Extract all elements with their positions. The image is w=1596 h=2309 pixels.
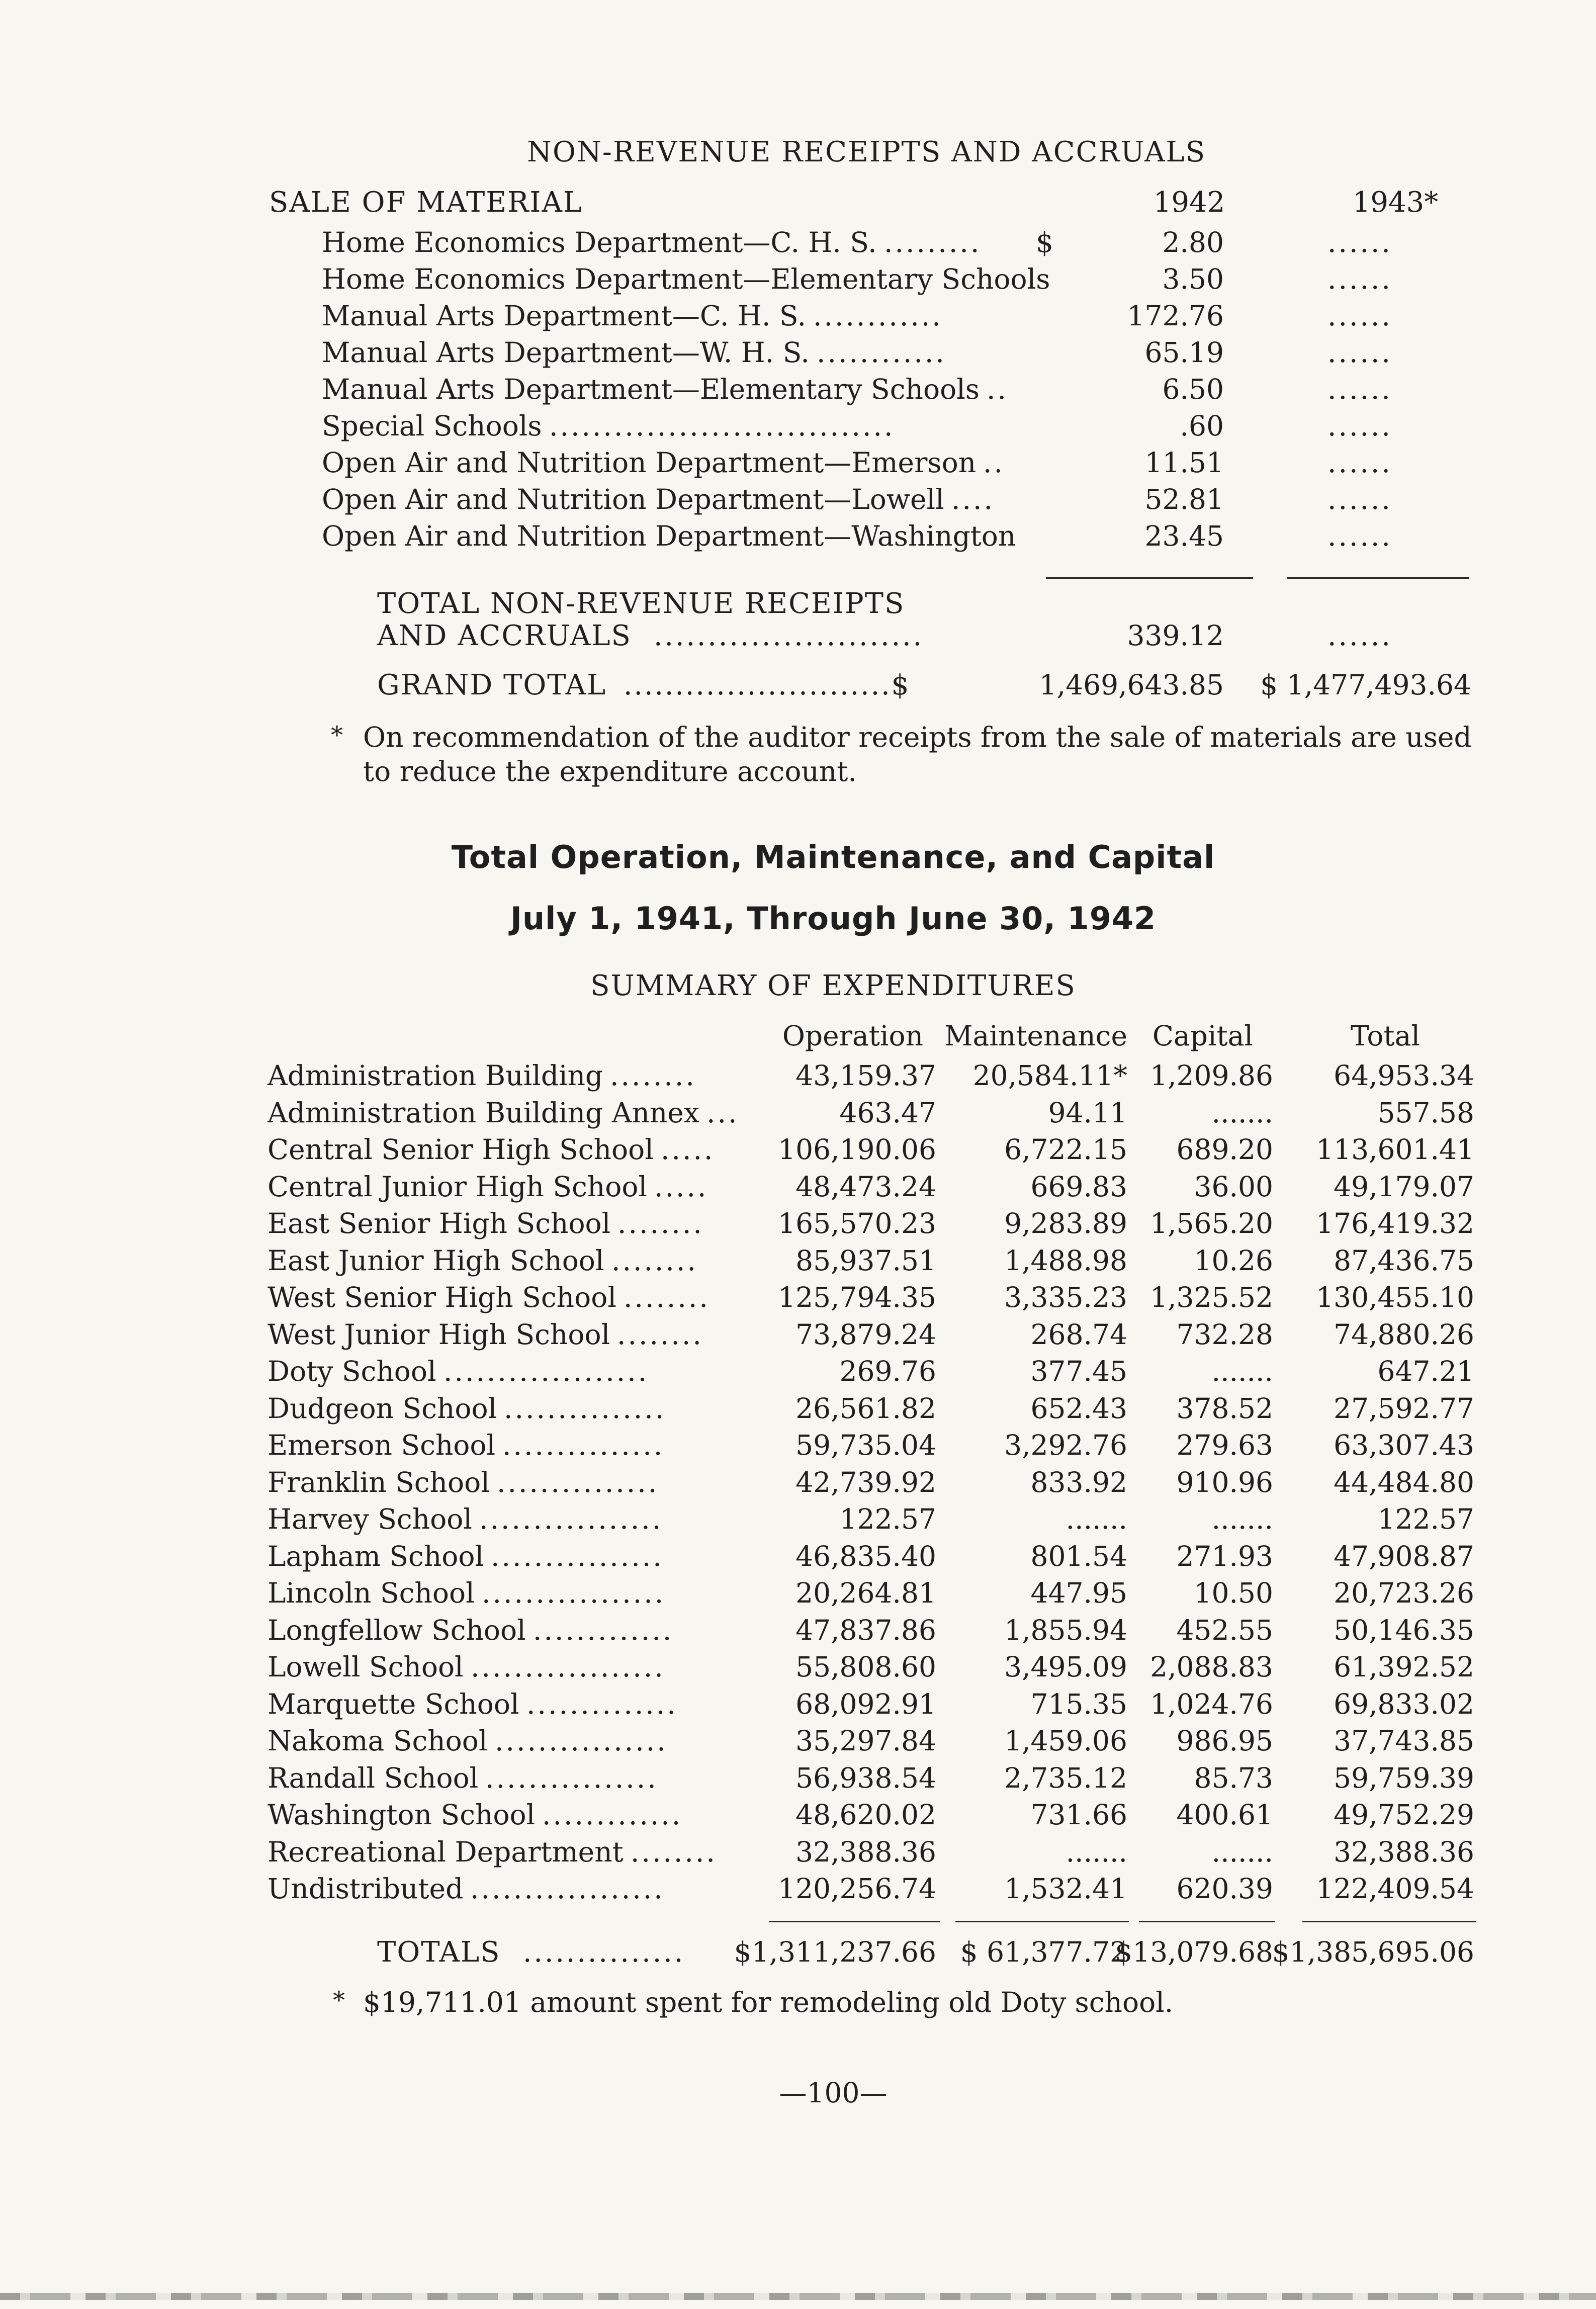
summary-row-dots: .................. bbox=[471, 1651, 665, 1683]
summary-row-dots: ................. bbox=[479, 1503, 663, 1535]
summary-row-operation: 46,835.40 bbox=[795, 1540, 936, 1572]
summary-row-maintenance: 1,532.41 bbox=[1004, 1873, 1127, 1905]
summary-row-label: Franklin School bbox=[268, 1466, 490, 1498]
item-1943-value: ...... bbox=[1327, 410, 1392, 442]
rule-total bbox=[1302, 1921, 1476, 1922]
summary-row-capital: 279.63 bbox=[1176, 1429, 1273, 1461]
totals-dots: ............... bbox=[523, 1936, 685, 1968]
summary-row-total: 74,880.26 bbox=[1334, 1318, 1474, 1351]
col-total-header: Total bbox=[1350, 1020, 1420, 1052]
summary-row-capital: 620.39 bbox=[1176, 1873, 1273, 1905]
summary-row-total: 69,833.02 bbox=[1334, 1688, 1474, 1720]
summary-row-capital: ....... bbox=[1211, 1836, 1273, 1868]
summary-row-capital: 986.95 bbox=[1176, 1725, 1273, 1757]
summary-row bbox=[0, 1316, 1596, 1353]
summary-heading-1: Total Operation, Maintenance, and Capital bbox=[451, 839, 1215, 875]
totals-total: $1,385,695.06 bbox=[1272, 1936, 1474, 1968]
summary-row-label: Lincoln School bbox=[268, 1577, 475, 1609]
sale-of-material-label: SALE OF MATERIAL bbox=[269, 186, 583, 219]
non-revenue-item bbox=[0, 334, 1596, 371]
summary-row-capital: ....... bbox=[1211, 1503, 1273, 1535]
summary-row-label: Administration Building Annex bbox=[268, 1097, 699, 1129]
grand-total-label: GRAND TOTAL bbox=[377, 669, 607, 701]
summary-row-capital: 1,209.86 bbox=[1150, 1059, 1273, 1092]
summary-row-total: 50,146.35 bbox=[1334, 1614, 1474, 1646]
summary-row bbox=[0, 1833, 1596, 1871]
summary-row-label: Randall School bbox=[268, 1762, 479, 1794]
item-1943-value: ...... bbox=[1327, 447, 1392, 479]
summary-row-dots: ................ bbox=[495, 1725, 668, 1757]
column-1943-header: 1943* bbox=[1352, 186, 1439, 219]
summary-row bbox=[0, 1870, 1596, 1907]
item-dots: .. bbox=[987, 373, 1008, 405]
summary-row-total: 122,409.54 bbox=[1316, 1873, 1474, 1905]
summary-row-operation: 106,190.06 bbox=[778, 1133, 936, 1166]
summary-row-label: West Senior High School bbox=[268, 1281, 616, 1313]
summary-footnote-mark: * bbox=[333, 1986, 345, 2014]
total-label-line1: TOTAL NON-REVENUE RECEIPTS bbox=[377, 587, 905, 620]
total-dots: ......................... bbox=[654, 619, 924, 652]
summary-row-label: Central Junior High School bbox=[268, 1171, 648, 1203]
summary-row-dots: ........ bbox=[610, 1059, 696, 1092]
footnote-mark: * bbox=[331, 721, 343, 749]
summary-row-operation: 55,808.60 bbox=[795, 1651, 936, 1683]
summary-row-total: 130,455.10 bbox=[1316, 1281, 1474, 1313]
item-1943-value: ...... bbox=[1327, 483, 1392, 515]
item-label: Open Air and Nutrition Department—Lowell bbox=[322, 483, 944, 515]
item-1942-value: 2.80 bbox=[1162, 226, 1224, 258]
summary-row-capital: 378.52 bbox=[1176, 1392, 1273, 1425]
item-1943-value: ...... bbox=[1327, 520, 1392, 552]
summary-row-dots: ........ bbox=[617, 1207, 704, 1239]
summary-row-capital: 400.61 bbox=[1176, 1799, 1273, 1831]
summary-row-maintenance: 268.74 bbox=[1030, 1318, 1127, 1351]
summary-row-label: Dudgeon School bbox=[268, 1392, 497, 1425]
summary-row-operation: 26,561.82 bbox=[795, 1392, 936, 1425]
item-dots: ......... bbox=[884, 226, 982, 258]
summary-row-total: 64,953.34 bbox=[1334, 1059, 1474, 1092]
summary-row-maintenance: 731.66 bbox=[1030, 1799, 1127, 1831]
summary-row-maintenance: 2,735.12 bbox=[1004, 1762, 1127, 1794]
summary-row-operation: 165,570.23 bbox=[778, 1207, 936, 1239]
item-dots: .. bbox=[983, 447, 1005, 479]
summary-row-label: Emerson School bbox=[268, 1429, 496, 1461]
summary-row-dots: ................ bbox=[485, 1762, 658, 1794]
item-dots: ................................ bbox=[549, 410, 895, 442]
summary-row-maintenance: 669.83 bbox=[1030, 1171, 1127, 1203]
item-1942-value: 172.76 bbox=[1127, 300, 1224, 332]
item-1942-value: 52.81 bbox=[1144, 483, 1224, 515]
summary-row-dots: ..... bbox=[654, 1171, 708, 1203]
summary-row-operation: 120,256.74 bbox=[778, 1873, 936, 1905]
summary-row-label: Marquette School bbox=[268, 1688, 519, 1720]
summary-row-total: 647.21 bbox=[1377, 1355, 1474, 1387]
item-1943-value: ...... bbox=[1327, 373, 1392, 405]
item-1942-value: 6.50 bbox=[1162, 373, 1224, 405]
summary-row-total: 49,752.29 bbox=[1334, 1799, 1474, 1831]
scan-edge-artifact bbox=[0, 2293, 1596, 2300]
summary-row-total: 87,436.75 bbox=[1334, 1245, 1474, 1277]
grand-total-dots: ..........................$ bbox=[624, 669, 911, 701]
footnote-line1: On recommendation of the auditor receipts from the sale of materials are used bbox=[363, 721, 1472, 753]
item-1942-value: 11.51 bbox=[1144, 447, 1224, 479]
summary-row-maintenance: ....... bbox=[1066, 1836, 1127, 1868]
summary-row bbox=[0, 1612, 1596, 1649]
summary-row-capital: ....... bbox=[1211, 1097, 1273, 1129]
item-1943-value: ...... bbox=[1327, 300, 1392, 332]
summary-row-total: 37,743.85 bbox=[1334, 1725, 1474, 1757]
summary-row bbox=[0, 1722, 1596, 1759]
summary-row-operation: 463.47 bbox=[839, 1097, 936, 1129]
non-revenue-item bbox=[0, 224, 1596, 261]
summary-row-maintenance: 3,292.76 bbox=[1004, 1429, 1127, 1461]
item-1942-value: 65.19 bbox=[1144, 336, 1224, 369]
summary-footnote: $19,711.01 amount spent for remodeling old Doty school. bbox=[363, 1986, 1174, 2018]
summary-row-operation: 43,159.37 bbox=[795, 1059, 936, 1092]
summary-row bbox=[0, 1279, 1596, 1316]
summary-row-maintenance: 652.43 bbox=[1030, 1392, 1127, 1425]
summary-row-maintenance: 801.54 bbox=[1030, 1540, 1127, 1572]
totals-capital: $13,079.68 bbox=[1115, 1936, 1273, 1968]
summary-row-maintenance: ....... bbox=[1066, 1503, 1127, 1535]
summary-row-dots: ........ bbox=[611, 1245, 698, 1277]
summary-row bbox=[0, 1796, 1596, 1833]
totals-operation: $1,311,237.66 bbox=[734, 1936, 936, 1968]
item-dots: .... bbox=[951, 483, 995, 515]
summary-row bbox=[0, 1574, 1596, 1612]
summary-row-capital: 689.20 bbox=[1176, 1133, 1273, 1166]
summary-row-capital: 10.26 bbox=[1194, 1245, 1273, 1277]
summary-row-operation: 68,092.91 bbox=[795, 1688, 936, 1720]
non-revenue-item bbox=[0, 444, 1596, 481]
summary-row-maintenance: 1,459.06 bbox=[1004, 1725, 1127, 1757]
item-1942-value: .60 bbox=[1180, 410, 1224, 442]
summary-row-operation: 32,388.36 bbox=[795, 1836, 936, 1868]
summary-row-label: Harvey School bbox=[268, 1503, 472, 1535]
summary-row-label: Central Senior High School bbox=[268, 1133, 654, 1166]
summary-row-label: East Junior High School bbox=[268, 1245, 604, 1277]
summary-row-label: Washington School bbox=[268, 1799, 536, 1831]
item-1943-value: ...... bbox=[1327, 336, 1392, 369]
item-1942-value: 3.50 bbox=[1162, 263, 1224, 295]
summary-row bbox=[0, 1242, 1596, 1279]
summary-row-dots: ................... bbox=[444, 1355, 649, 1387]
non-revenue-title: NON-REVENUE RECEIPTS AND ACCRUALS bbox=[527, 136, 1206, 168]
summary-row-total: 113,601.41 bbox=[1316, 1133, 1474, 1166]
summary-row-maintenance: 3,335.23 bbox=[1004, 1281, 1127, 1313]
summary-row-label: Lowell School bbox=[268, 1651, 464, 1683]
summary-subheading: SUMMARY OF EXPENDITURES bbox=[590, 969, 1076, 1002]
rule-maintenance bbox=[955, 1921, 1129, 1922]
summary-row-capital: 1,024.76 bbox=[1150, 1688, 1273, 1720]
summary-row-dots: ............. bbox=[542, 1799, 683, 1831]
summary-row-dots: .................. bbox=[470, 1873, 665, 1905]
item-label: Manual Arts Department—Elementary Schools bbox=[322, 373, 980, 405]
summary-row-maintenance: 3,495.09 bbox=[1004, 1651, 1127, 1683]
summary-row-maintenance: 833.92 bbox=[1030, 1466, 1127, 1498]
summary-row-dots: ............. bbox=[533, 1614, 674, 1646]
summary-row-maintenance: 377.45 bbox=[1030, 1355, 1127, 1387]
summary-row bbox=[0, 1648, 1596, 1685]
summary-row-label: Longfellow School bbox=[268, 1614, 526, 1646]
item-dollar: $ bbox=[1036, 226, 1053, 258]
summary-row-maintenance: 94.11 bbox=[1048, 1097, 1127, 1129]
summary-row-total: 20,723.26 bbox=[1334, 1577, 1474, 1609]
summary-row-capital: 271.93 bbox=[1176, 1540, 1273, 1572]
summary-row-label: Lapham School bbox=[268, 1540, 484, 1572]
summary-row-capital: 36.00 bbox=[1194, 1171, 1273, 1203]
summary-row-maintenance: 1,855.94 bbox=[1004, 1614, 1127, 1646]
item-label: Home Economics Department—Elementary Schools bbox=[322, 263, 1050, 295]
summary-row-dots: ................. bbox=[482, 1577, 666, 1609]
summary-row-dots: .............. bbox=[526, 1688, 678, 1720]
summary-row-dots: ............... bbox=[502, 1429, 665, 1461]
non-revenue-item bbox=[0, 297, 1596, 334]
summary-row-maintenance: 20,584.11* bbox=[972, 1059, 1127, 1092]
summary-row bbox=[0, 1168, 1596, 1205]
summary-row-capital: 1,325.52 bbox=[1150, 1281, 1273, 1313]
summary-row-total: 61,392.52 bbox=[1334, 1651, 1474, 1683]
summary-row-total: 122.57 bbox=[1377, 1503, 1474, 1535]
summary-row-capital: 910.96 bbox=[1176, 1466, 1273, 1498]
summary-row-operation: 48,473.24 bbox=[795, 1171, 936, 1203]
summary-row-operation: 122.57 bbox=[839, 1503, 936, 1535]
totals-maintenance: $ 61,377.72 bbox=[960, 1936, 1127, 1968]
summary-row-operation: 35,297.84 bbox=[795, 1725, 936, 1757]
rule-capital bbox=[1139, 1921, 1275, 1922]
summary-row-label: Administration Building bbox=[268, 1059, 603, 1092]
non-revenue-item bbox=[0, 371, 1596, 408]
summary-row-capital: 1,565.20 bbox=[1150, 1207, 1273, 1239]
summary-row-label: Recreational Department bbox=[268, 1836, 624, 1868]
summary-row-dots: ........ bbox=[617, 1318, 703, 1351]
item-label: Open Air and Nutrition Department—Emerson bbox=[322, 447, 977, 479]
summary-row-total: 63,307.43 bbox=[1334, 1429, 1474, 1461]
item-1942-value: 23.45 bbox=[1144, 520, 1224, 552]
summary-row bbox=[0, 1094, 1596, 1131]
summary-row-operation: 59,735.04 bbox=[795, 1429, 936, 1461]
grand-total-1943: $ 1,477,493.64 bbox=[1260, 669, 1471, 701]
column-1942-header: 1942 bbox=[1153, 186, 1225, 219]
total-1942: 339.12 bbox=[1127, 619, 1224, 652]
col-capital-header: Capital bbox=[1152, 1020, 1253, 1052]
summary-row-dots: ............... bbox=[497, 1466, 659, 1498]
non-revenue-item bbox=[0, 260, 1596, 298]
rule-1942 bbox=[1046, 577, 1253, 579]
summary-row-maintenance: 715.35 bbox=[1030, 1688, 1127, 1720]
summary-row-dots: ................ bbox=[491, 1540, 664, 1572]
summary-row bbox=[0, 1464, 1596, 1501]
summary-row-operation: 85,937.51 bbox=[795, 1245, 936, 1277]
item-dots: ............ bbox=[817, 336, 946, 369]
summary-row-operation: 56,938.54 bbox=[795, 1762, 936, 1794]
summary-row-dots: ........ bbox=[624, 1281, 710, 1313]
summary-row bbox=[0, 1205, 1596, 1242]
summary-row-dots: ........ bbox=[631, 1836, 717, 1868]
summary-row-label: East Senior High School bbox=[268, 1207, 611, 1239]
summary-row bbox=[0, 1057, 1596, 1094]
summary-row-capital: 85.73 bbox=[1194, 1762, 1273, 1794]
summary-row-operation: 47,837.86 bbox=[795, 1614, 936, 1646]
summary-row-capital: 10.50 bbox=[1194, 1577, 1273, 1609]
item-label: Manual Arts Department—C. H. S. bbox=[322, 300, 807, 332]
total-1943: ...... bbox=[1327, 619, 1392, 652]
summary-row-dots: ............... bbox=[504, 1392, 666, 1425]
summary-row-capital: ....... bbox=[1211, 1355, 1273, 1387]
summary-row-capital: 2,088.83 bbox=[1150, 1651, 1273, 1683]
summary-row-total: 49,179.07 bbox=[1334, 1171, 1474, 1203]
col-operation-header: Operation bbox=[782, 1020, 923, 1052]
summary-row-label: Undistributed bbox=[268, 1873, 464, 1905]
summary-row-operation: 20,264.81 bbox=[795, 1577, 936, 1609]
summary-row-label: Doty School bbox=[268, 1355, 436, 1387]
summary-row bbox=[0, 1538, 1596, 1575]
non-revenue-item bbox=[0, 517, 1596, 555]
summary-row-label: Nakoma School bbox=[268, 1725, 488, 1757]
totals-label: TOTALS bbox=[377, 1936, 501, 1969]
summary-row-label: West Junior High School bbox=[268, 1318, 610, 1351]
summary-heading-2: July 1, 1941, Through June 30, 1942 bbox=[510, 900, 1157, 937]
non-revenue-item bbox=[0, 407, 1596, 445]
summary-row bbox=[0, 1390, 1596, 1427]
item-label: Open Air and Nutrition Department—Washington bbox=[322, 520, 1016, 552]
summary-row bbox=[0, 1131, 1596, 1168]
non-revenue-item bbox=[0, 481, 1596, 518]
grand-total-1942: 1,469,643.85 bbox=[1039, 669, 1224, 701]
summary-row bbox=[0, 1353, 1596, 1390]
item-label: Manual Arts Department—W. H. S. bbox=[322, 336, 810, 369]
summary-row-maintenance: 447.95 bbox=[1030, 1577, 1127, 1609]
summary-row-operation: 48,620.02 bbox=[795, 1799, 936, 1831]
summary-row-total: 47,908.87 bbox=[1334, 1540, 1474, 1572]
summary-row-operation: 269.76 bbox=[839, 1355, 936, 1387]
summary-row-maintenance: 9,283.89 bbox=[1004, 1207, 1127, 1239]
item-1943-value: ...... bbox=[1327, 263, 1392, 295]
summary-row bbox=[0, 1500, 1596, 1538]
item-dots: ............ bbox=[813, 300, 943, 332]
summary-row-operation: 73,879.24 bbox=[795, 1318, 936, 1351]
item-label: Home Economics Department—C. H. S. bbox=[322, 226, 877, 258]
summary-row-total: 32,388.36 bbox=[1334, 1836, 1474, 1868]
summary-row-maintenance: 1,488.98 bbox=[1004, 1245, 1127, 1277]
item-label: Special Schools bbox=[322, 410, 542, 442]
summary-row-total: 44,484.80 bbox=[1334, 1466, 1474, 1498]
page-number: —100— bbox=[779, 2077, 888, 2109]
summary-row-operation: 42,739.92 bbox=[795, 1466, 936, 1498]
summary-row bbox=[0, 1427, 1596, 1464]
summary-row-total: 557.58 bbox=[1377, 1097, 1474, 1129]
summary-row-total: 27,592.77 bbox=[1334, 1392, 1474, 1425]
summary-row-dots: ... bbox=[706, 1097, 739, 1129]
summary-row-operation: 125,794.35 bbox=[778, 1281, 936, 1313]
col-maintenance-header: Maintenance bbox=[944, 1020, 1127, 1052]
summary-row-total: 59,759.39 bbox=[1334, 1762, 1474, 1794]
summary-row-capital: 452.55 bbox=[1176, 1614, 1273, 1646]
summary-row-capital: 732.28 bbox=[1176, 1318, 1273, 1351]
rule-1943 bbox=[1287, 577, 1469, 579]
total-label-line2: AND ACCRUALS bbox=[377, 619, 632, 652]
item-1943-value: ...... bbox=[1327, 226, 1392, 258]
summary-row-maintenance: 6,722.15 bbox=[1004, 1133, 1127, 1166]
footnote-line2: to reduce the expenditure account. bbox=[363, 755, 857, 787]
summary-row-total: 176,419.32 bbox=[1316, 1207, 1474, 1239]
rule-operation bbox=[769, 1921, 940, 1922]
summary-row bbox=[0, 1759, 1596, 1797]
summary-row-dots: ..... bbox=[661, 1133, 715, 1166]
summary-row bbox=[0, 1685, 1596, 1723]
